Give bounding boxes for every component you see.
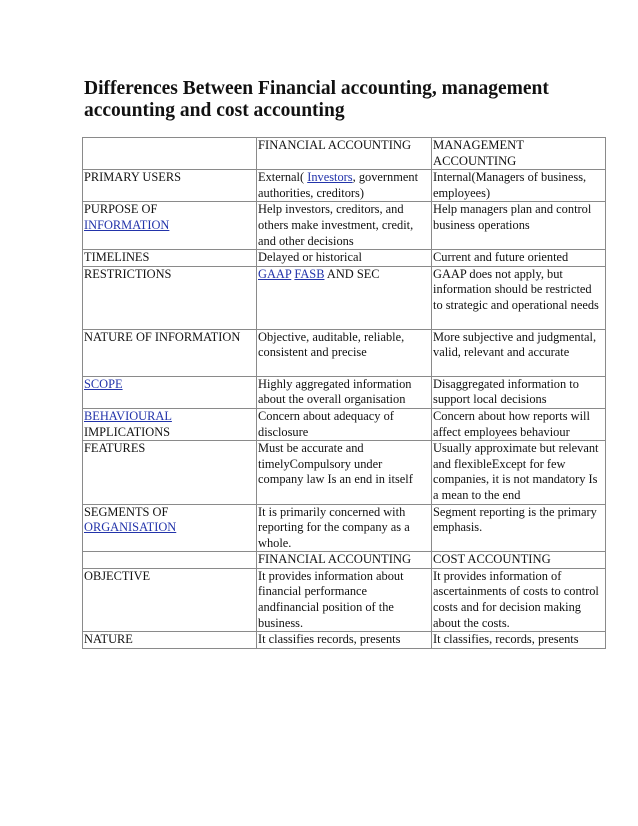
row-label: FEATURES (83, 441, 257, 504)
table-row (83, 504, 606, 552)
table-row (83, 408, 606, 440)
financial-cell: Help investors, creditors, and others make investment, credit, and other decisions (257, 202, 432, 250)
management-cell: Segment reporting is the primary emphasis. (432, 504, 606, 552)
label-text: PURPOSE OF (84, 202, 158, 217)
table-header-row (83, 552, 606, 569)
table-row (83, 250, 606, 267)
row-label: PRIMARY USERS (83, 170, 257, 202)
row-label (83, 202, 257, 250)
gaap-link[interactable]: GAAP (258, 266, 292, 281)
cost-cell: It provides information of ascertainments of costs to control costs and for decision making about the costs. (432, 568, 606, 631)
header-cost-accounting: COST ACCOUNTING (432, 552, 606, 569)
financial-cell: It is primarily concerned with reporting for the company as a whole. (257, 504, 432, 552)
table-row (83, 329, 606, 376)
row-label: TIMELINES (83, 250, 257, 267)
organisation-link[interactable]: ORGANISATION (84, 520, 177, 535)
row-label: RESTRICTIONS (83, 266, 257, 329)
row-label (83, 504, 257, 552)
behavioural-link[interactable]: BEHAVIOURAL (84, 408, 172, 423)
management-cell: GAAP does not apply, but information should be restricted to strategic and operational needs (432, 266, 606, 329)
row-label (83, 408, 257, 440)
financial-cell: Must be accurate and timelyCompulsory under company law Is an end in itself (257, 441, 432, 504)
table-row (83, 441, 606, 504)
header-management-accounting: MANAGEMENT ACCOUNTING (432, 138, 606, 170)
management-cell: Internal(Managers of business, employees) (432, 170, 606, 202)
management-cell: Usually approximate but relevant and flexibleExcept for few companies, it is not mandatory Is a mean to the end (432, 441, 606, 504)
financial-cell: Delayed or historical (257, 250, 432, 267)
row-label: NATURE (83, 632, 257, 649)
header-financial-accounting: FINANCIAL ACCOUNTING (257, 552, 432, 569)
investors-link[interactable]: Investors (307, 170, 353, 185)
financial-cell: It classifies records, presents (257, 632, 432, 649)
fasb-link[interactable]: FASB (294, 266, 325, 281)
table-row (83, 202, 606, 250)
management-cell: Help managers plan and control business operations (432, 202, 606, 250)
cell-text: External( (258, 170, 308, 185)
financial-cell (257, 266, 432, 329)
management-cell: More subjective and judgmental, valid, relevant and accurate (432, 329, 606, 376)
table-row (83, 376, 606, 408)
management-cell: Current and future oriented (432, 250, 606, 267)
page-title: Differences Between Financial accounting, management accounting and cost accounting (84, 78, 549, 121)
financial-cell: Highly aggregated information about the overall organisation (257, 376, 432, 408)
header-financial-accounting: FINANCIAL ACCOUNTING (257, 138, 432, 170)
financial-cell: Concern about adequacy of disclosure (257, 408, 432, 440)
row-label: NATURE OF INFORMATION (83, 329, 257, 376)
management-cell: Disaggregated information to support local decisions (432, 376, 606, 408)
financial-cell: Objective, auditable, reliable, consistent and precise (257, 329, 432, 376)
table-row (83, 632, 606, 649)
comparison-table (82, 137, 606, 649)
financial-cell: It provides information about financial performance andfinancial position of the business. (257, 568, 432, 631)
information-link[interactable]: INFORMATION (84, 217, 170, 232)
cost-cell: It classifies, records, presents (432, 632, 606, 649)
table-row (83, 170, 606, 202)
label-text: SEGMENTS OF (84, 504, 169, 519)
cell-text: AND SEC (324, 266, 380, 281)
row-label: OBJECTIVE (83, 568, 257, 631)
financial-cell (257, 170, 432, 202)
table-header-row (83, 138, 606, 170)
management-cell: Concern about how reports will affect employees behaviour (432, 408, 606, 440)
label-text: IMPLICATIONS (84, 424, 171, 439)
header-empty-cell (83, 552, 257, 569)
table-row (83, 568, 606, 631)
scope-link[interactable]: SCOPE (84, 376, 123, 391)
cell-text: , government authorities, creditors) (258, 170, 419, 200)
row-label (83, 376, 257, 408)
header-empty-cell (83, 138, 257, 170)
table-row (83, 266, 606, 329)
